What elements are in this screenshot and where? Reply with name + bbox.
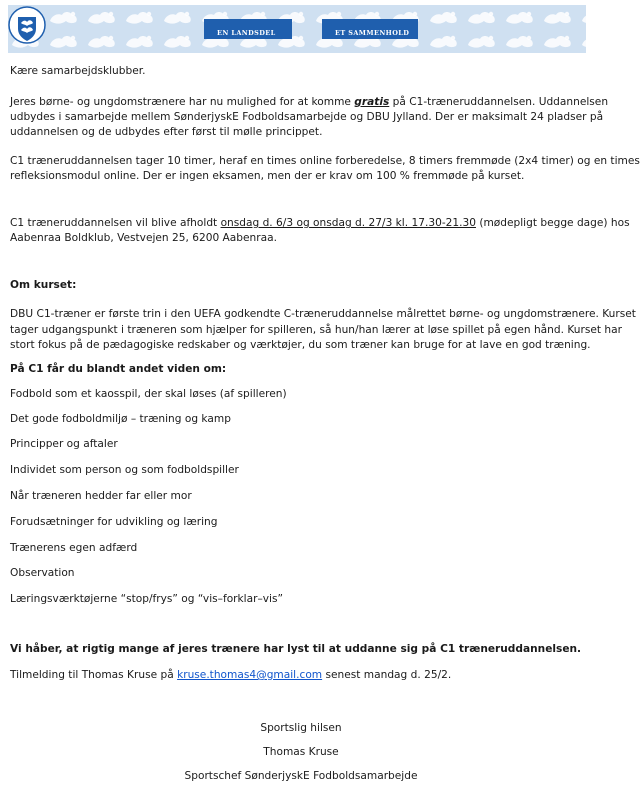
paragraph-dates-line-2: Aabenraa Boldklub, Vestvejen 25, 6200 Aabenraa.	[10, 232, 277, 244]
topic-item: Individet som person og som fodboldspiller	[10, 464, 239, 476]
signature-name: Thomas Kruse	[263, 746, 339, 758]
paragraph-about-line-2: tager udgangspunkt i træneren som hjælper for spilleren, så hun/han lærer at løse spillet på egen hånd. Kurset har	[10, 324, 622, 336]
signature-title: Sportschef SønderjyskE Fodboldsamarbejde	[184, 770, 418, 782]
paragraph-duration-line-1: C1 træneruddannelsen tager 10 timer, heraf en times online forberedelse, 8 timers fremmøde (2x4 timer) og en times	[10, 155, 640, 167]
paragraph-intro-line-2: udbydes i samarbejde mellem SønderjyskE Fodboldsamarbejde og DBU Jylland. Der er maksimalt 24 pladser på	[10, 111, 604, 123]
email-link[interactable]: kruse.thomas4@gmail.com	[177, 669, 323, 681]
greeting: Kære samarbejdsklubber.	[10, 65, 146, 77]
club-crest-logo	[8, 5, 46, 49]
header-banner	[8, 5, 586, 53]
lion-pattern-background	[8, 5, 586, 53]
banner-right-text: ET SAMMENHOLD	[335, 29, 410, 37]
paragraph-about-line-1: DBU C1-træner er første trin i den UEFA godkendte C-træneruddannelse målrettet børne- og ungdomstrænere. Kurset	[10, 308, 636, 320]
about-heading: Om kurset:	[10, 279, 77, 291]
paragraph-dates-line-1: C1 træneruddannelsen vil blive afholdt onsdag d. 6/3 og onsdag d. 27/3 kl. 17.30-21.30 (mødepligt begge dage) hos	[10, 217, 630, 229]
paragraph-intro-line-1: Jeres børne- og ungdomstrænere har nu mulighed for at komme gratis på C1-træneruddannelsen. Uddannelsen	[10, 96, 609, 108]
closing-greeting: Sportslig hilsen	[260, 722, 342, 734]
topic-item: Det gode fodboldmiljø – træning og kamp	[10, 413, 231, 425]
banner-left-text: EN LANDSDEL	[217, 29, 276, 37]
topic-item: Trænerens egen adfærd	[10, 542, 138, 554]
hope-statement: Vi håber, at rigtig mange af jeres trænere har lyst til at uddanne sig på C1 træneruddannelsen.	[10, 643, 582, 655]
topics-heading: På C1 får du blandt andet viden om:	[10, 363, 227, 375]
gratis-emphasis: gratis	[354, 96, 390, 108]
signup-line: Tilmelding til Thomas Kruse på kruse.thomas4@gmail.com senest mandag d. 25/2.	[10, 669, 452, 681]
topic-item: Forudsætninger for udvikling og læring	[10, 516, 218, 528]
topic-item: Observation	[10, 567, 75, 579]
topic-item: Principper og aftaler	[10, 438, 118, 450]
paragraph-duration-line-2: refleksionsmodul online. Der er ingen eksamen, men der er krav om 100 % fremmøde på kurset.	[10, 170, 525, 182]
course-dates: onsdag d. 6/3 og onsdag d. 27/3 kl. 17.30-21.30	[220, 217, 476, 229]
paragraph-intro-line-3: uddannelsen og de udbydes efter først til mølle princippet.	[10, 126, 323, 138]
paragraph-about-line-3: stort fokus på de pædagogiske redskaber og værktøjer, du som træner kan bruge for at lave en god træning.	[10, 339, 591, 351]
topic-item: Læringsværktøjerne “stop/frys” og “vis–forklar–vis”	[10, 593, 283, 605]
topic-item: Når træneren hedder far eller mor	[10, 490, 192, 502]
topic-item: Fodbold som et kaosspil, der skal løses (af spilleren)	[10, 388, 287, 400]
